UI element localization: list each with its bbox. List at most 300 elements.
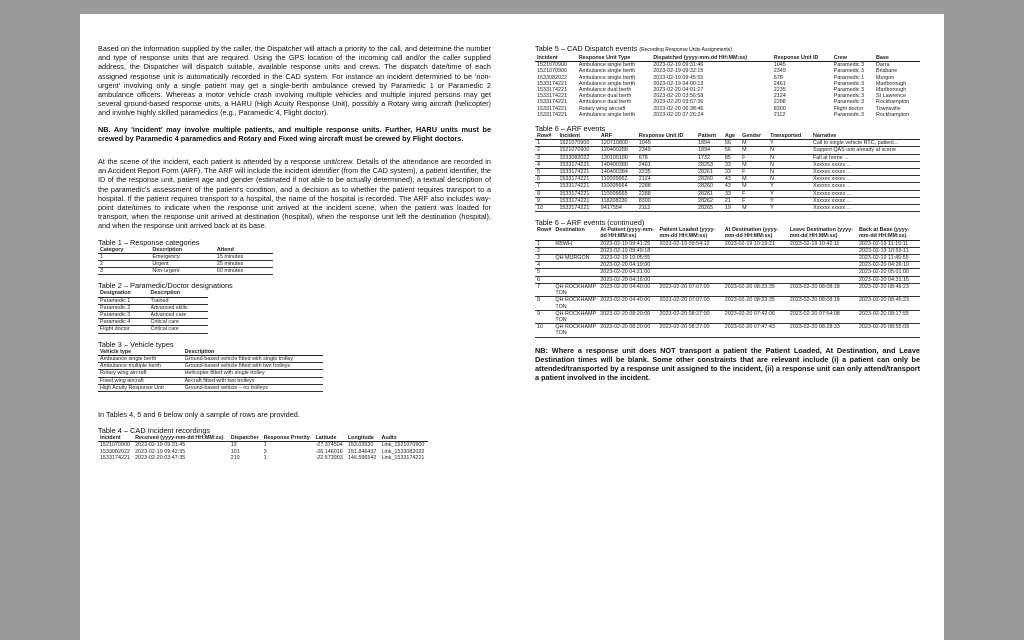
table-cell: 28265 (696, 205, 723, 212)
table-cell: Xxxxxx xxxxx ... (811, 190, 920, 197)
table-cell: Ambulance single berth (98, 355, 183, 362)
table-row (535, 147, 920, 154)
table-cad-incidents (98, 435, 428, 461)
table-cell: F (740, 197, 768, 204)
table-cell: N (768, 176, 811, 183)
table-cell: N (768, 147, 811, 154)
table-cell: 2 (535, 147, 557, 154)
table-cell: 2023-02-19 09:41:25 (598, 240, 657, 247)
table-cell: Ground-based vehicle fitted with two trolleys (183, 363, 323, 370)
table-cell: Ground-based vehicle – no trolleys (183, 384, 323, 391)
table-cell: Helicopter fitted with single trolley (183, 370, 323, 377)
table-cell: 2023-02-20 03:47:35 (135, 454, 186, 461)
table-cell: 28262 (696, 197, 723, 204)
table-cell: 1521070900 (557, 140, 598, 147)
table-cell: 9417554 (599, 205, 637, 212)
table-cell: Xxxxxx xxxxx ... (811, 183, 920, 190)
table-cell: 1533082022 (557, 154, 598, 161)
table-cell: 19 (723, 205, 740, 212)
table-row (535, 310, 920, 323)
table-cell: 2023-02-20 08:20:00 (598, 324, 657, 337)
table-cell: 2023-02-20 07:26:24 (653, 111, 704, 118)
table-cell: M (740, 161, 768, 168)
column-header: Received (yyyy-mm-dd HH:MM:ss) (133, 435, 229, 442)
table-cell: 2023-02-20 03:56:58 (653, 93, 704, 100)
column-header: Latitude (314, 435, 346, 442)
table-cell: Marlborough (876, 87, 907, 94)
table-cell: 140400380 (599, 161, 637, 168)
table-cell: St Lawrence (876, 93, 906, 100)
table-cell: 1045 (773, 62, 786, 69)
column-header: Response Unit ID (772, 55, 832, 62)
table-cell: 130100180 (599, 154, 637, 161)
table-cell: 1533174221 (557, 161, 598, 168)
table-cell: Paramedic 4 (98, 319, 148, 326)
table-cell: 2023-02-20 08:27:00 (658, 310, 723, 323)
table-cell: 1732 (696, 154, 723, 161)
table-row (535, 269, 920, 276)
table-cell: 5 (535, 269, 553, 276)
table-cell: 3 (535, 154, 557, 161)
table-cell: 1533174221 (557, 169, 598, 176)
table-cell: 1533174221 (537, 93, 567, 100)
table-cell: Paramedic 2 (98, 304, 148, 311)
table-cell: 28260 (696, 183, 723, 190)
table-cell: 210 (230, 454, 240, 461)
table-cell: 2023-02-20 04:01:27 (653, 87, 704, 94)
table-cell: Advanced skills (148, 304, 208, 311)
table-cell (658, 262, 723, 269)
table-cell: Advanced care (148, 312, 208, 319)
table-cell: 678 (773, 74, 783, 81)
table-cell: 1 (98, 253, 150, 260)
table-cell: 2112 (773, 111, 786, 118)
table-cell: QH ROCKHAMP TON (553, 297, 598, 310)
table-cad-dispatch (535, 55, 920, 118)
column-header: Response Unit ID (637, 133, 696, 140)
table-header-row (535, 133, 920, 140)
table-cell: 2124 (637, 176, 696, 183)
column-header: Incident (535, 55, 577, 62)
table-cell: Ambulance multiple berth (98, 363, 183, 370)
table-cell: N (768, 154, 811, 161)
table-cell: 101 (230, 448, 240, 455)
table-row (535, 205, 920, 212)
table-cell: 2023-02-20 07:07:00 (658, 283, 723, 296)
table-cell (553, 262, 598, 269)
table-cell: 2023-02-19 10:05:55 (598, 255, 657, 262)
table-cell: 2023-02-19 10:59:11 (857, 247, 920, 254)
table-cell (553, 269, 598, 276)
table-cell: 2023-02-19 09:45:55 (653, 74, 704, 81)
table-cell: 1 (535, 140, 557, 147)
table-cell (553, 247, 598, 254)
table-cell: 9 (535, 197, 557, 204)
table-cell: 2288 (637, 183, 696, 190)
table-cell: 1533174221 (537, 105, 567, 112)
table-arf-events (535, 133, 920, 212)
table-cell: 2023-02-20 08:27:00 (658, 324, 723, 337)
table-arf-events-continued (535, 227, 920, 337)
table-cell: 151.846437 (347, 448, 377, 455)
table-cell: M (740, 205, 768, 212)
table-row (98, 442, 428, 449)
table-cell: Paramedic 3 (833, 80, 865, 87)
table-cell: Link_1521070900 (381, 442, 425, 449)
table-cell: Support QAS unit already at scene (811, 147, 920, 154)
table-cell: Townsville (876, 105, 901, 112)
table-cell: 2023-02-20 04:26:10 (857, 262, 920, 269)
column-header: Response Unit Type (577, 55, 651, 62)
column-header: Attend (215, 247, 273, 254)
table-cell: QH ROCKHAMP TON (553, 283, 598, 296)
table-cell: 110005662 (599, 176, 637, 183)
column-header: Longitude (346, 435, 380, 442)
column-header: Audio (379, 435, 428, 442)
table-cell: 25 minutes (215, 261, 273, 268)
table-cell: Ambulance dual berth (578, 99, 632, 106)
table-row (98, 455, 428, 461)
table-cell: QH ROCKHAMP TON (553, 324, 598, 337)
table-cell: 2023-02-20 07:47:43 (723, 324, 788, 337)
table-cell: 56 (723, 147, 740, 154)
table-cell: 2023-02-19 09:49:18 (598, 247, 657, 254)
table-header-row (98, 349, 323, 356)
table-cell: Ambulance single berth (578, 74, 636, 81)
column-header: Patient (696, 133, 723, 140)
table-cell: Y (768, 183, 811, 190)
table-cell: 10 (535, 205, 557, 212)
table-cell: Ambulance single berth (578, 68, 636, 75)
table-cell: Paramedic 3 (833, 99, 865, 106)
table-vehicle-types (98, 349, 323, 392)
column-header: Back at Base (yyyy-mm-dd HH:MM:ss) (857, 227, 920, 240)
table-cell: Rotary wing aircraft (98, 370, 183, 377)
table-cell: Link_1533082022 (381, 448, 425, 455)
table-response-categories (98, 247, 273, 276)
table-cell (553, 276, 598, 283)
table-cell: 2349 (773, 68, 786, 75)
table-row (535, 283, 920, 296)
table-row (535, 297, 920, 310)
table-cell: M (740, 147, 768, 154)
table-cell (723, 276, 788, 283)
table-cell: Trained (148, 297, 208, 304)
table-cell: 2023-02-19 09:32:15 (653, 68, 704, 75)
table-cell: 2023-02-19 09:31:46 (653, 62, 704, 69)
table-cell: Aircraft fitted with two trolleys (183, 377, 323, 384)
table-cell: -27.374504 (315, 442, 343, 449)
table-cell: Critical care (148, 326, 208, 333)
table-paramedic-designations (98, 290, 208, 333)
table-cell: Fall at home ... (811, 154, 920, 161)
table-cell: 2288 (637, 190, 696, 197)
table-cell: 3 (535, 255, 553, 262)
table-cell: 2023-02-20 03:57:36 (653, 99, 704, 106)
table-cell (658, 276, 723, 283)
table-cell: 13 (230, 442, 237, 449)
table-cell (788, 247, 857, 254)
table-cell: Murgon (876, 74, 895, 81)
column-header: Dispatched (yyyy-mm-dd HH:MM:ss) (651, 55, 772, 62)
table-cell: 2023-02-20 08:28:33 (788, 324, 857, 337)
table-cell: 28253 (696, 161, 723, 168)
table-cell: 2461 (773, 80, 786, 87)
table-cell: Brisbane (876, 68, 898, 75)
table-cell: Rockhampton (876, 111, 910, 118)
table-cell: M (740, 183, 768, 190)
table-cell: 2023-02-20 08:08:18 (788, 297, 857, 310)
table-cell: 9 (535, 310, 553, 323)
column-header: Patient Loaded (yyyy-mm-dd HH:MM:ss) (658, 227, 723, 240)
table-cell: 2124 (773, 93, 786, 100)
table-cell: 110005665 (599, 190, 637, 197)
table-cell: 2023-02-19 04:00:13 (653, 80, 704, 87)
table-row (535, 324, 920, 337)
table-cell: 2023-02-20 04:31:15 (857, 276, 920, 283)
table-cell: 2288 (773, 99, 786, 106)
table-cell: Paramedic 3 (833, 93, 865, 100)
table-cell: 28261 (696, 169, 723, 176)
column-header: Category (98, 247, 150, 254)
column-header: Base (874, 55, 920, 62)
table-cell: Paramedic 3 (833, 111, 865, 118)
table-cell: 1894 (696, 147, 723, 154)
table-cell: 2023-02-19 11:45:55 (857, 255, 920, 262)
table-cell (788, 255, 857, 262)
table-cell: 2461 (637, 161, 696, 168)
sample-note: In Tables 4, 5 and 6 below only a sample of rows are provided. (98, 409, 300, 419)
table-cell: 1533082022 (100, 448, 130, 455)
table-cell: 4 (535, 161, 557, 168)
table-cell: -26.146016 (315, 448, 343, 455)
table-cell: 1 (535, 240, 553, 247)
table-cell: 2 (98, 261, 150, 268)
right-column (535, 44, 920, 389)
table-cell: 7 (535, 183, 557, 190)
table6c-caption: Table 6 – ARF events (continued) (535, 218, 645, 228)
table-cell: 140400384 (599, 169, 637, 176)
table-cell: 2023-02-20 04:16:00 (598, 276, 657, 283)
column-header: Row# (535, 133, 557, 140)
table-cell: Xxxxxx xxxxx ... (811, 161, 920, 168)
table3-caption: Table 3 – Vehicle types (98, 339, 174, 349)
table-row (535, 255, 920, 262)
table-row (535, 176, 920, 183)
table-cell: 2023-02-20 07:07:00 (658, 297, 723, 310)
table-cell: Marlborough (876, 80, 907, 87)
table-cell: 1533174221 (537, 99, 567, 106)
table-cell: 2023-02-20 08:23:35 (723, 283, 788, 296)
table-row (98, 384, 323, 391)
table-cell: 21 (723, 197, 740, 204)
table-cell: 2023-02-20 08:46:23 (857, 283, 920, 296)
table-cell (723, 269, 788, 276)
table-cell: 2023-02-19 09:54:12 (658, 240, 723, 247)
column-header: Description (150, 247, 214, 254)
table1-caption: Table 1 – Response categories (98, 237, 200, 247)
left-column (98, 44, 491, 461)
table-cell: 10 (535, 324, 553, 337)
column-header: Gender (740, 133, 768, 140)
table6-caption: Table 6 – ARF events (535, 124, 606, 134)
table-cell: 678 (637, 154, 696, 161)
table-row (535, 183, 920, 190)
table-row (98, 370, 323, 377)
table-cell: 1533174221 (537, 87, 567, 94)
table-cell: 1894 (696, 140, 723, 147)
column-header: Transported (768, 133, 811, 140)
column-header: Crew (832, 55, 874, 62)
table-cell (723, 247, 788, 254)
table-cell: 56 (723, 140, 740, 147)
table-cell: Paramedic 1 (833, 74, 865, 81)
table-cell: QH ROCKHAMP TON (553, 310, 598, 323)
table-row (535, 140, 920, 147)
table-row (98, 319, 208, 326)
table-cell: 15 minutes (215, 253, 273, 260)
table-cell: 43 (723, 176, 740, 183)
table-header-row (98, 435, 428, 442)
table-cell: 2023-02-20 04:19:00 (598, 262, 657, 269)
column-header: Description (148, 290, 208, 297)
table-row (98, 355, 323, 362)
table-cell: 1 (263, 454, 267, 461)
table-cell: M (740, 176, 768, 183)
table-cell: 153.03920 (347, 442, 374, 449)
table-row (98, 297, 208, 304)
table-cell (788, 276, 857, 283)
table-cell: 6 (535, 176, 557, 183)
table-cell: 2023-02-20 04:40:00 (598, 297, 657, 310)
table-cell: 2 (535, 247, 553, 254)
table-header-row (535, 227, 920, 240)
table-cell: 8 (535, 190, 557, 197)
table-cell: M (740, 140, 768, 147)
table-cell: 2023-02-20 05:01:00 (857, 269, 920, 276)
column-header: Vehicle type (98, 349, 183, 356)
column-header: Leave Destination (yyyy-mm-dd HH:MM:ss) (788, 227, 857, 240)
table-cell: Ambulance single berth (578, 62, 636, 69)
table-cell: 1521070900 (537, 62, 567, 69)
table-cell: 2023-02-20 08:46:23 (857, 297, 920, 310)
table-row (535, 169, 920, 176)
table-cell: 4 (535, 262, 553, 269)
table-cell: 2023-02-19 09:31:45 (135, 442, 186, 449)
table-cell: F (740, 190, 768, 197)
column-header: ARF (599, 133, 637, 140)
table-cell: Ground-based vehicle fitted with single trolley (183, 355, 323, 362)
table-cell: Flight doctor (833, 105, 864, 112)
table-cell: 28260 (696, 176, 723, 183)
table-cell: 1521070900 (557, 147, 598, 154)
table-cell: Urgent (150, 261, 214, 268)
table-cell: 2023-02-20 08:55:09 (857, 324, 920, 337)
table-cell: F (740, 169, 768, 176)
table-cell: Xxxxxx xxxxx ... (811, 205, 920, 212)
table-cell: 60 minutes (215, 268, 273, 275)
table-cell: 3 (263, 448, 267, 455)
table-cell: Xxxxxx xxxxx ... (811, 169, 920, 176)
incident-note: NB. Any 'incident' may involve multiple patients, and multiple response units. Further, HARU units must be crewed by Paramedic 4 paramedics and Rotary and Fixed wing aircraft must be crewed by Flight doctors. (98, 124, 491, 143)
table-cell: Ambulance single berth (578, 80, 636, 87)
column-header: Designation (98, 290, 148, 297)
table5-subtitle: (Recording Response Units Assignments) (639, 47, 732, 53)
table-row (98, 326, 208, 333)
table-cell: 110005664 (599, 183, 637, 190)
table-cell: 1045 (637, 140, 696, 147)
table-cell: -22.573903 (315, 454, 343, 461)
table-cell: 7 (535, 283, 553, 296)
table-cell: Darra (876, 62, 890, 69)
table-row (98, 261, 273, 268)
intro-paragraph: Based on the information supplied by the caller, the Dispatcher will attach a priority to the call, and determine the number and type of response units that are required. Using the GPS location of the incoming call and/or the caller supplied address, the Dispatcher will dispatch suitable, available response units and crews. The dispatch date/time of each assigned response unit is automatically recorded in the CAD system. For instance an incident determined to be 'non-urgent' involving only a single patient may get a single-berth ambulance crewed by Paramedic 1 or Paramedic 2 ambulance officers. Whereas a motor vehicle crash involving multiple vehicles and multiple injured persons may get several ground-based response units, a HARU (High Acuity Response Unit), possibly a Rotary wing aircraft (helicopter) and involve highly skilled paramedics (e.g., Paramedic 4, Flight doctor). (98, 44, 491, 118)
table-cell: 1533174221 (100, 454, 130, 461)
table-cell: 2023-02-19 10:42:11 (788, 240, 857, 247)
column-header: Dispatcher (229, 435, 262, 442)
table-cell: Xxxxxx xxxxx ... (811, 197, 920, 204)
table-row (535, 247, 920, 254)
table-cell: 1533082022 (537, 74, 567, 81)
column-header: Incident (557, 133, 598, 140)
table-row (535, 276, 920, 283)
table-cell: 33 (723, 161, 740, 168)
table-row (535, 62, 920, 69)
table-cell: 1533174221 (557, 190, 598, 197)
table-cell (788, 269, 857, 276)
table-cell: 1533174221 (537, 80, 567, 87)
table-cell: Paramedic 3 (833, 68, 865, 75)
table-cell: Ambulance single berth (578, 111, 636, 118)
table5-caption (535, 44, 920, 55)
table-cell: Paramedic 3 (833, 87, 865, 94)
table-row (98, 268, 273, 275)
table5-title: Table 5 – CAD Dispatch events (535, 44, 638, 53)
table-cell: 28261 (696, 190, 723, 197)
table-cell: Paramedic 3 (98, 312, 148, 319)
table-cell: 1521070900 (100, 442, 130, 449)
table-row (98, 312, 208, 319)
table-row (535, 262, 920, 269)
table-cell: 2023-02-20 08:08:18 (788, 283, 857, 296)
table-cell (788, 262, 857, 269)
table-cell: 2023-02-19 09:42:35 (135, 448, 186, 455)
table-cell: 2023-02-20 04:21:00 (598, 269, 657, 276)
column-header: Description (183, 349, 323, 356)
column-header: At Patient (yyyy-mm-dd HH:MM:ss) (598, 227, 657, 240)
table-cell: 2023-02-20 08:23:35 (723, 297, 788, 310)
table-cell: 2023-02-20 07:42:06 (723, 310, 788, 323)
constraints-note: NB: Where a response unit does NOT transport a patient the Patient Loaded, At Destination, and Leave Destination times will be blank. Some other constraints that are relevant include (i) a patient can only be attended/transported by a response unit assigned to the incident, (ii) a response unit can only attend/transport a patient involved in the incident. (535, 345, 920, 383)
table-cell: 2023-02-20 04:40:00 (598, 283, 657, 296)
table-cell: 146.596542 (347, 454, 377, 461)
table-cell: 2235 (773, 87, 786, 94)
table-cell: F (740, 154, 768, 161)
table-cell (658, 247, 723, 254)
table-cell: 120400288 (599, 147, 637, 154)
table-cell: Link_1533174221 (381, 454, 425, 461)
table-cell: 33 (723, 169, 740, 176)
table-cell: 120710800 (599, 140, 637, 147)
table-cell: 8300 (637, 197, 696, 204)
table-row (98, 377, 323, 384)
table-cell: Y (768, 205, 811, 212)
table-row (535, 197, 920, 204)
table-cell: 2023-02-19 10:19:21 (723, 240, 788, 247)
table-cell: High Acuity Response Unit (98, 384, 183, 391)
table-cell: 1533174221 (557, 205, 598, 212)
table-cell: 2023-02-20 08:17:55 (857, 310, 920, 323)
